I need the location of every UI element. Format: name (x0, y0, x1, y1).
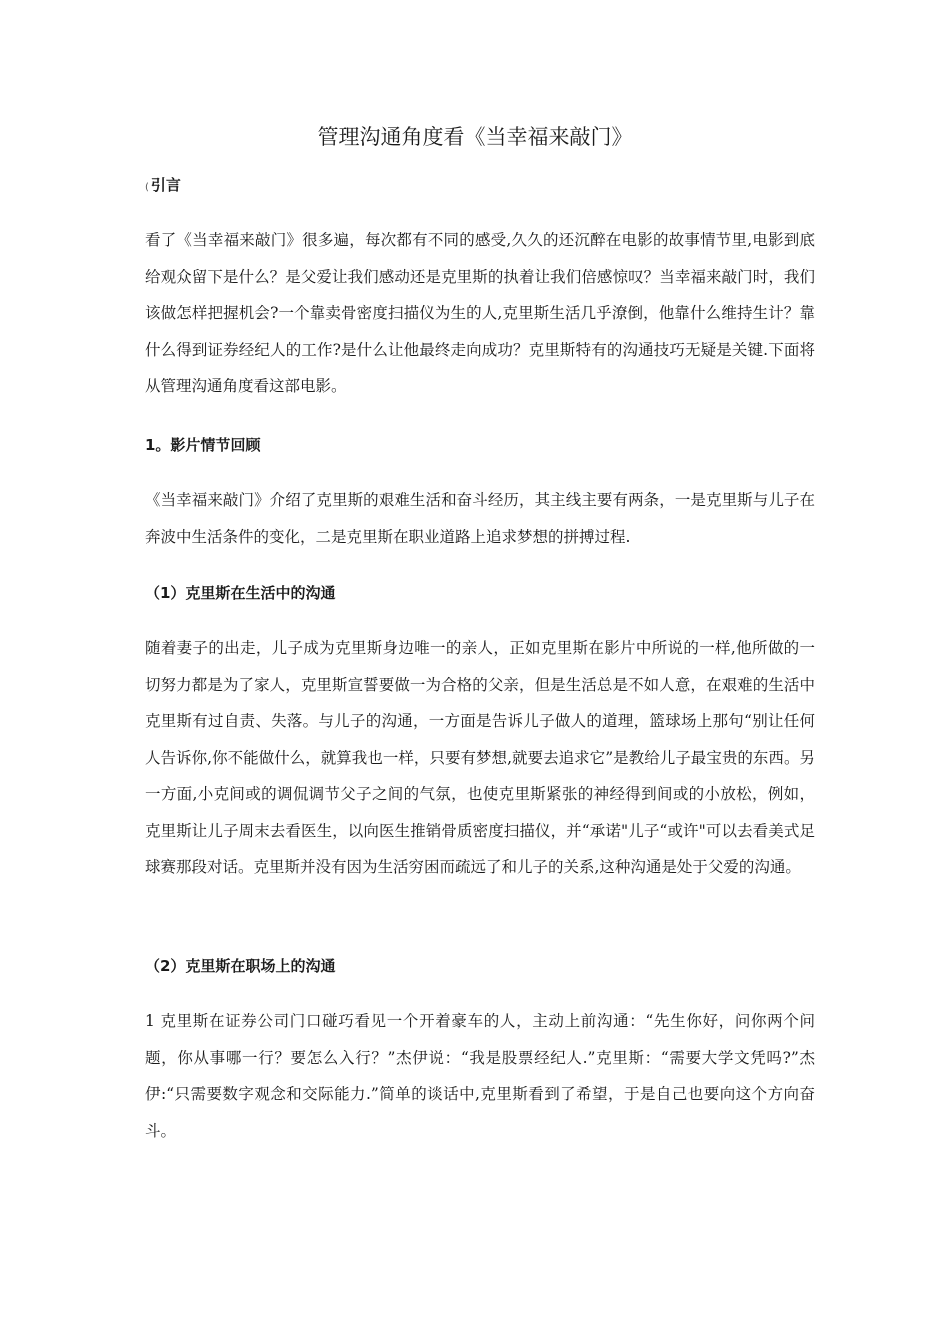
section2-heading: （1）克里斯在生活中的沟通 (145, 584, 336, 602)
intro-heading (145, 174, 815, 199)
section1-heading: 1。影片情节回顾 (145, 436, 261, 454)
intro-paragraph: 看了《当幸福来敲门》很多遍，每次都有不同的感受,久久的还沉醉在电影的故事情节里,电影到底给观众留下是什么？是父爱让我们感动还是克里斯的执着让我们倍感惊叹？当幸福来敲门时，我们该做怎样把握机会?一个靠卖骨密度扫描仪为生的人,克里斯生活几乎潦倒，他靠什么维持生计？靠什么得到证券经纪人的工作?是什么让他最终走向成功？克里斯特有的沟通技巧无疑是关键.下面将从管理沟通角度看这部电影。 (145, 231, 815, 395)
section2-paragraph: 随着妻子的出走，儿子成为克里斯身边唯一的亲人，正如克里斯在影片中所说的一样,他所做的一切努力都是为了家人，克里斯宣誓要做一为合格的父亲，但是生活总是不如人意，在艰难的生活中克里斯有过自责、失落。与儿子的沟通，一方面是告诉儿子做人的道理，篮球场上那句“别让任何人告诉你,你不能做什么，就算我也一样，只要有梦想,就要去追求它”是教给儿子最宝贵的东西。另一方面,小克间或的调侃调节父子之间的气氛，也使克里斯紧张的神经得到间或的小放松，例如，克里斯让儿子周末去看医生，以向医生推销骨质密度扫描仪，并“承诺"儿子“或许"可以去看美式足球赛那段对话。克里斯并没有因为生活穷困而疏远了和儿子的关系,这种沟通是处于父爱的沟通。 (145, 639, 815, 876)
intro-heading-text: 引言 (150, 176, 181, 194)
section3-paragraph: 1 克里斯在证券公司门口碰巧看见一个开着豪车的人，主动上前沟通：“先生你好，问你两个问题，你从事哪一行？要怎么入行？”杰伊说：“我是股票经纪人.”克里斯：“需要大学文凭吗?”杰伊:“只需要数字观念和交际能力.”简单的谈话中,克里斯看到了希望，于是自己也要向这个方向奋斗。 (145, 1012, 815, 1140)
section3-heading: （2）克里斯在职场上的沟通 (145, 957, 336, 975)
intro-heading-mark: ( (145, 182, 149, 193)
document-title: 管理沟通角度看《当幸福来敲门》 (317, 125, 633, 149)
section1-paragraph: 《当幸福来敲门》介绍了克里斯的艰难生活和奋斗经历，其主线主要有两条，一是克里斯与儿子在奔波中生活条件的变化，二是克里斯在职业道路上追求梦想的拼搏过程. (145, 491, 815, 546)
